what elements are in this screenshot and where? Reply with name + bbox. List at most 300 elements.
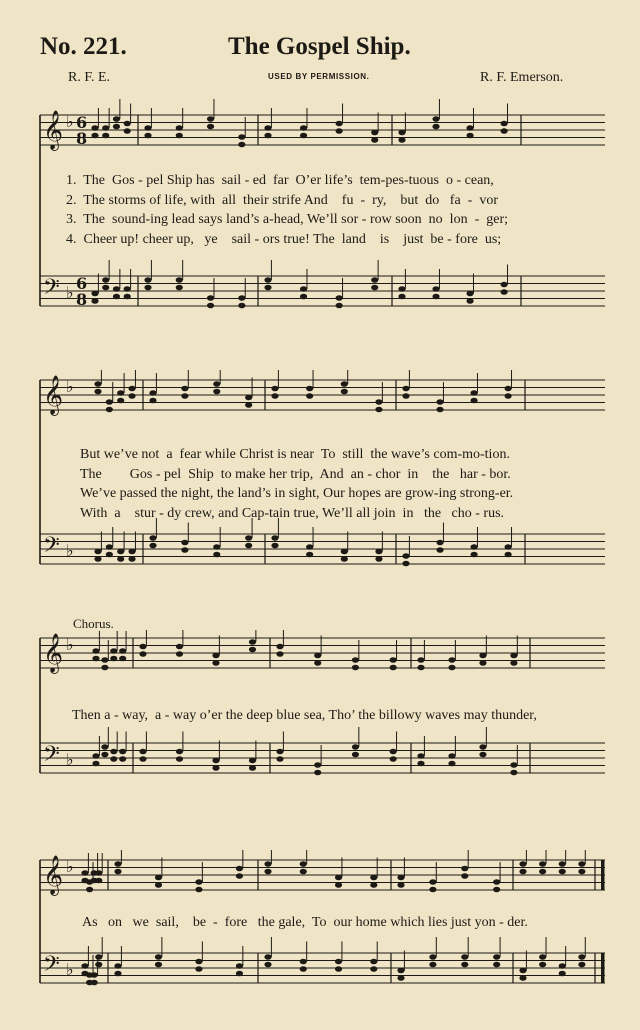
note-head	[95, 954, 102, 960]
final-bar-line	[601, 860, 605, 890]
note-head	[436, 399, 443, 405]
note-head	[470, 390, 477, 396]
time-signature-numerator: 6	[76, 274, 88, 293]
note-head	[370, 875, 377, 881]
final-bar-line	[601, 953, 605, 983]
note-head	[493, 962, 500, 968]
note-head	[128, 393, 135, 399]
note-head	[370, 882, 377, 888]
note-head	[92, 761, 99, 767]
note-head	[92, 648, 99, 654]
note-head	[300, 869, 307, 875]
note-head	[128, 386, 135, 392]
note-head	[264, 869, 271, 875]
bass-clef-icon: 𝄢	[43, 952, 60, 982]
note-head	[114, 869, 121, 875]
note-head	[559, 971, 566, 977]
note-head	[539, 869, 546, 875]
note-head	[559, 869, 566, 875]
note-head	[466, 298, 473, 304]
note-head	[501, 128, 508, 134]
note-head	[249, 647, 256, 653]
note-head	[195, 966, 202, 972]
note-head	[276, 756, 283, 762]
note-head	[429, 887, 436, 893]
note-head	[479, 752, 486, 758]
note-head	[402, 386, 409, 392]
note-head	[390, 657, 397, 663]
note-head	[479, 744, 486, 750]
note-head	[402, 393, 409, 399]
note-head	[390, 749, 397, 755]
note-head	[448, 657, 455, 663]
note-head	[94, 381, 101, 387]
note-head	[448, 753, 455, 759]
note-head	[264, 861, 271, 867]
note-head	[149, 535, 156, 541]
note-head	[417, 657, 424, 663]
note-head	[461, 873, 468, 879]
note-head	[91, 133, 98, 139]
note-head	[390, 665, 397, 671]
note-head	[398, 286, 405, 292]
note-head	[113, 124, 120, 130]
note-head	[124, 286, 131, 292]
chorus-label: Chorus.	[73, 616, 114, 631]
note-head	[300, 861, 307, 867]
note-head	[114, 971, 121, 977]
note-head	[375, 549, 382, 555]
note-head	[139, 749, 146, 755]
note-head	[238, 303, 245, 309]
note-head	[110, 749, 117, 755]
note-head	[479, 660, 486, 666]
note-head	[300, 133, 307, 139]
note-head	[144, 125, 151, 131]
note-head	[212, 660, 219, 666]
note-head	[114, 861, 121, 867]
note-head	[519, 869, 526, 875]
verse-block-2	[80, 445, 620, 523]
note-head	[402, 553, 409, 559]
music-system-1	[0, 95, 640, 335]
note-head	[341, 389, 348, 395]
note-head	[461, 866, 468, 872]
note-head	[397, 882, 404, 888]
note-head	[110, 648, 117, 654]
note-head	[176, 756, 183, 762]
note-head	[92, 656, 99, 662]
note-head	[102, 277, 109, 283]
note-head	[505, 544, 512, 550]
note-head	[212, 765, 219, 771]
note-head	[155, 954, 162, 960]
note-head	[238, 142, 245, 148]
note-head	[264, 954, 271, 960]
music-system-2	[0, 370, 640, 600]
note-head	[306, 386, 313, 392]
note-head	[144, 133, 151, 139]
note-head	[264, 125, 271, 131]
treble-clef-icon: 𝄞	[43, 375, 64, 415]
note-head	[119, 648, 126, 654]
note-head	[110, 656, 117, 662]
note-head	[398, 294, 405, 300]
note-head	[81, 870, 88, 876]
note-head	[101, 744, 108, 750]
note-head	[271, 386, 278, 392]
note-head	[470, 552, 477, 558]
music-system-3	[0, 630, 640, 815]
note-head	[91, 298, 98, 304]
note-head	[195, 887, 202, 893]
note-head	[106, 399, 113, 405]
note-head	[300, 966, 307, 972]
note-head	[144, 285, 151, 291]
note-head	[106, 552, 113, 558]
note-head	[155, 962, 162, 968]
note-head	[271, 535, 278, 541]
treble-clef-icon: 𝄞	[43, 110, 64, 150]
note-head	[124, 121, 131, 127]
note-head	[249, 758, 256, 764]
note-head	[559, 963, 566, 969]
note-head	[429, 954, 436, 960]
note-head	[119, 756, 126, 762]
note-head	[236, 866, 243, 872]
note-head	[417, 665, 424, 671]
note-head	[155, 875, 162, 881]
flat-sign-icon: ♭	[66, 377, 74, 396]
verse-line: We’ve passed the night, the land’s in sight, Our hopes are grow-ing strong-er.	[80, 486, 514, 501]
note-head	[94, 556, 101, 562]
note-head	[505, 386, 512, 392]
note-head	[245, 535, 252, 541]
note-head	[149, 398, 156, 404]
note-head	[113, 294, 120, 300]
note-head	[501, 289, 508, 295]
note-head	[245, 402, 252, 408]
note-head	[436, 547, 443, 553]
note-head	[94, 389, 101, 395]
note-head	[139, 644, 146, 650]
note-head	[264, 285, 271, 291]
note-head	[397, 875, 404, 881]
note-head	[352, 744, 359, 750]
note-head	[341, 381, 348, 387]
note-head	[207, 295, 214, 301]
note-head	[336, 303, 343, 309]
treble-clef-icon: 𝄞	[43, 633, 64, 673]
note-head	[101, 752, 108, 758]
note-head	[149, 543, 156, 549]
note-head	[212, 653, 219, 659]
note-head	[519, 968, 526, 974]
note-head	[335, 875, 342, 881]
note-head	[238, 134, 245, 140]
note-head	[213, 552, 220, 558]
note-head	[95, 962, 102, 968]
time-signature-denominator: 8	[76, 129, 88, 148]
note-head	[236, 873, 243, 879]
note-head	[91, 972, 98, 978]
note-head	[238, 295, 245, 301]
note-head	[578, 869, 585, 875]
note-head	[370, 966, 377, 972]
note-head	[176, 644, 183, 650]
note-head	[276, 749, 283, 755]
note-head	[510, 762, 517, 768]
note-head	[110, 756, 117, 762]
note-head	[397, 975, 404, 981]
note-head	[264, 133, 271, 139]
note-head	[493, 954, 500, 960]
verse-line: The Gos - pel Ship to make her trip, And an - chor in the har - bor.	[80, 466, 511, 482]
note-head	[335, 966, 342, 972]
note-head	[117, 398, 124, 404]
note-head	[336, 121, 343, 127]
note-head	[470, 544, 477, 550]
note-head	[249, 639, 256, 645]
verse-line: 2. The storms of life, with all their strife And fu - ry, but do fa - vor	[66, 192, 498, 208]
note-head	[539, 954, 546, 960]
note-head	[371, 137, 378, 143]
note-head	[300, 294, 307, 300]
note-head	[271, 393, 278, 399]
note-head	[510, 660, 517, 666]
flat-sign-icon: ♭	[66, 541, 74, 560]
flat-sign-icon: ♭	[66, 283, 74, 302]
note-head	[300, 959, 307, 965]
note-head	[398, 130, 405, 136]
note-head	[559, 861, 566, 867]
note-head	[398, 137, 405, 143]
note-head	[245, 543, 252, 549]
note-head	[578, 962, 585, 968]
note-head	[371, 277, 378, 283]
note-head	[271, 543, 278, 549]
note-head	[306, 393, 313, 399]
note-head	[117, 556, 124, 562]
note-head	[493, 879, 500, 885]
note-head	[429, 879, 436, 885]
composer-credit: R. F. Emerson.	[480, 70, 564, 85]
note-head	[181, 540, 188, 546]
verse-line: 1. The Gos - pel Ship has sail - ed far O’er life’s tem-pes-tuous o - cean,	[66, 173, 494, 188]
note-head	[181, 547, 188, 553]
note-head	[176, 277, 183, 283]
note-head	[92, 753, 99, 759]
note-head	[81, 963, 88, 969]
note-head	[375, 407, 382, 413]
note-head	[128, 549, 135, 555]
note-head	[461, 962, 468, 968]
note-head	[306, 552, 313, 558]
note-head	[176, 651, 183, 657]
note-head	[539, 962, 546, 968]
note-head	[501, 121, 508, 127]
verse-line: 3. The sound-ing lead says land’s a-head, We’ll sor - row soon no lon - ger;	[66, 212, 508, 227]
note-head	[139, 756, 146, 762]
note-head	[176, 749, 183, 755]
note-head	[432, 116, 439, 122]
note-head	[300, 125, 307, 131]
note-head	[436, 407, 443, 413]
flat-sign-icon: ♭	[66, 960, 74, 979]
refrain-lyric-line: As on we sail, be - fore the gale, To our home which lies just yon - der.	[82, 915, 528, 930]
note-head	[335, 882, 342, 888]
note-head	[470, 398, 477, 404]
chorus-lyric-line: Then a - way, a - way o’er the deep blue sea, Tho’ the billowy waves may thunder,	[72, 708, 537, 723]
note-head	[432, 286, 439, 292]
bass-clef-icon: 𝄢	[43, 533, 60, 563]
note-head	[276, 651, 283, 657]
note-head	[95, 870, 102, 876]
note-head	[207, 303, 214, 309]
flat-sign-icon: ♭	[66, 750, 74, 769]
note-head	[264, 962, 271, 968]
note-head	[466, 125, 473, 131]
lyricist-credit: R. F. E.	[68, 70, 111, 85]
note-head	[335, 959, 342, 965]
note-head	[114, 963, 121, 969]
note-head	[102, 285, 109, 291]
note-head	[510, 653, 517, 659]
permission-note: USED BY PERMISSION.	[268, 72, 370, 81]
note-head	[181, 393, 188, 399]
note-head	[276, 644, 283, 650]
note-head	[119, 749, 126, 755]
note-head	[213, 381, 220, 387]
verse-line: 4. Cheer up! cheer up, ye sail - ors true! The land is just be - fore us;	[66, 231, 502, 247]
note-head	[314, 660, 321, 666]
note-head	[101, 657, 108, 663]
note-head	[264, 277, 271, 283]
note-head	[352, 752, 359, 758]
note-head	[479, 653, 486, 659]
note-head	[466, 291, 473, 297]
note-head	[207, 124, 214, 130]
note-head	[448, 761, 455, 767]
note-head	[578, 954, 585, 960]
note-head	[212, 758, 219, 764]
note-head	[371, 285, 378, 291]
note-head	[195, 879, 202, 885]
note-head	[236, 971, 243, 977]
note-head	[370, 959, 377, 965]
note-head	[306, 544, 313, 550]
note-head	[539, 861, 546, 867]
note-head	[207, 116, 214, 122]
note-head	[139, 651, 146, 657]
note-head	[102, 133, 109, 139]
note-head	[86, 887, 93, 893]
time-signature-numerator: 6	[76, 113, 88, 132]
flat-sign-icon: ♭	[66, 112, 74, 131]
note-head	[417, 761, 424, 767]
note-head	[402, 561, 409, 567]
note-head	[124, 294, 131, 300]
note-head	[213, 544, 220, 550]
note-head	[106, 544, 113, 550]
note-head	[149, 390, 156, 396]
note-head	[128, 556, 135, 562]
note-head	[117, 549, 124, 555]
note-head	[113, 286, 120, 292]
note-head	[341, 556, 348, 562]
note-head	[336, 128, 343, 134]
note-head	[336, 295, 343, 301]
staff-notation-system-4	[0, 850, 640, 1030]
music-system-4	[0, 850, 640, 1030]
note-head	[390, 756, 397, 762]
note-head	[314, 762, 321, 768]
note-head	[448, 665, 455, 671]
note-head	[213, 389, 220, 395]
hymn-number: No. 221.	[40, 33, 127, 60]
note-head	[461, 954, 468, 960]
verse-line: But we’ve not a fear while Christ is near To still the wave’s com-mo-tion.	[80, 447, 510, 462]
note-head	[144, 277, 151, 283]
note-head	[432, 294, 439, 300]
note-head	[91, 980, 98, 986]
note-head	[352, 665, 359, 671]
note-head	[314, 653, 321, 659]
bass-clef-icon: 𝄢	[43, 275, 60, 305]
note-head	[352, 657, 359, 663]
bass-clef-icon: 𝄢	[43, 742, 60, 772]
note-head	[117, 390, 124, 396]
note-head	[94, 549, 101, 555]
note-head	[91, 125, 98, 131]
note-head	[91, 291, 98, 297]
note-head	[397, 968, 404, 974]
note-head	[519, 975, 526, 981]
note-head	[505, 552, 512, 558]
note-head	[432, 124, 439, 130]
note-head	[466, 133, 473, 139]
note-head	[501, 282, 508, 288]
treble-clef-icon: 𝄞	[43, 855, 64, 895]
note-head	[519, 861, 526, 867]
time-signature-denominator: 8	[76, 290, 88, 309]
note-head	[181, 386, 188, 392]
note-head	[578, 861, 585, 867]
note-head	[195, 959, 202, 965]
note-head	[505, 393, 512, 399]
note-head	[176, 125, 183, 131]
verse-block-1	[66, 171, 606, 249]
note-head	[375, 399, 382, 405]
note-head	[510, 770, 517, 776]
note-head	[113, 116, 120, 122]
note-head	[124, 128, 131, 134]
hymn-title: The Gospel Ship.	[228, 33, 411, 60]
note-head	[314, 770, 321, 776]
note-head	[176, 133, 183, 139]
note-head	[245, 395, 252, 401]
note-head	[341, 549, 348, 555]
note-head	[236, 963, 243, 969]
note-head	[436, 540, 443, 546]
note-head	[155, 882, 162, 888]
note-head	[429, 962, 436, 968]
note-head	[417, 753, 424, 759]
note-head	[106, 407, 113, 413]
flat-sign-icon: ♭	[66, 857, 74, 876]
note-head	[95, 878, 102, 884]
note-head	[375, 556, 382, 562]
